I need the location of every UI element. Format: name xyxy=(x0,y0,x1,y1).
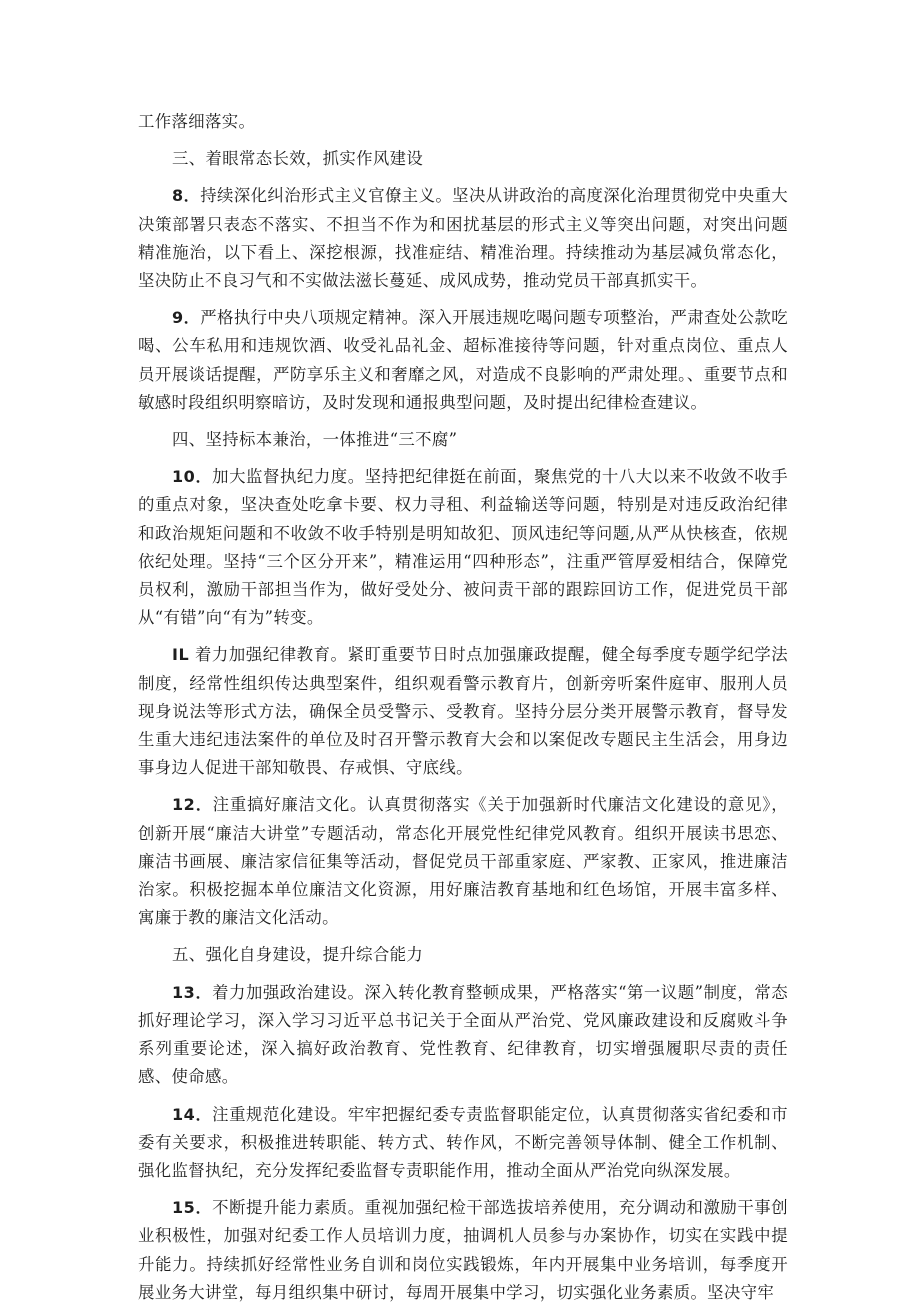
item-9-text: 严格执行中央八项规定精神。深入开展违规吃喝问题专项整治，严肃查处公款吃喝、公车私用和违规饮酒、收受礼品礼金、超标准接待等问题，针对重点岗位、重点人员开展谈话提醒，严防享乐主义和奢靡之风，对造成不良影响的严肃处理。、重要节点和敏感时段组织明察暗访，及时发现和通报典型问题，及时提出纪律检查建议。 xyxy=(138,308,788,412)
item-14-paragraph xyxy=(138,1101,788,1186)
item-9-paragraph xyxy=(138,304,788,417)
item-9-number: 9． xyxy=(172,308,201,328)
item-12-text: 注重搞好廉洁文化。认真贯彻落实《关于加强新时代廉洁文化建设的意见》，创新开展“廉洁大讲堂”专题活动，常态化开展党性纪律党风教育。组织开展读书思恋、廉洁书画展、廉洁家信征集等活动，督促党员干部重家庭、严家教、正家风，推进廉洁治家。积极挖掘本单位廉洁文化资源，用好廉洁教育基地和红色场馆，开展丰富多样、寓廉于教的廉洁文化活动。 xyxy=(138,795,788,928)
item-14-text: 注重规范化建设。牢牢把握纪委专责监督职能定位，认真贯彻落实省纪委和市委有关要求，积极推进转职能、转方式、转作风，不断完善领导体制、健全工作机制、强化监督执纪，充分发挥纪委监督专责职能作用，推动全面从严治党向纵深发展。 xyxy=(138,1104,788,1180)
item-8-paragraph xyxy=(138,182,788,295)
item-10-number: 10． xyxy=(172,467,213,487)
item-8-text: 持续深化纠治形式主义官僚主义。坚决从讲政治的高度深化治理贯彻党中央重大决策部署只表态不落实、不担当不作为和困扰基层的形式主义等突出问题，对突出问题精准施治，以下看上、深挖根源，找准症结、精准治理。持续推动为基层减负常态化，坚决防止不良习气和不实做法滋长蔓延、成风成势，推动党员干部真抓实干。 xyxy=(138,186,788,291)
section-4-title: 四、坚持标本兼治，一体推进“三不腐” xyxy=(172,430,458,450)
section-3-heading xyxy=(138,145,788,173)
item-12-paragraph xyxy=(138,791,788,932)
item-8-number: 8． xyxy=(172,186,201,206)
item-13-number: 13． xyxy=(172,982,213,1002)
document-page xyxy=(138,108,788,1316)
item-11-text: 着力加强纪律教育。紧盯重要节日时点加强廉政提醒，健全每季度专题学纪学法制度，经常性组织传达典型案件，组织观看警示教育片，创新旁听案件庭审、服刑人员现身说法等形式方法，确保全员受警示、受教育。坚持分层分类开展警示教育，督导发生重大违纪违法案件的单位及时召开警示教育大会和以案促改专题民主生活会，用身边事身边人促进干部知敬畏、存戒惧、守底线。 xyxy=(138,645,789,778)
item-13-text: 着力加强政治建设。深入转化教育整顿成果，严格落实“第一议题”制度，常态抓好理论学习，深入学习习近平总书记关于全面从严治党、党风廉政建设和反腐败斗争系列重要论述，深入搞好政治教育、党性教育、纪律教育，切实增强履职尽责的责任感、使命感。 xyxy=(138,982,788,1087)
item-11-number: IL xyxy=(172,645,190,665)
intro-tail-text: 工作落细落实。 xyxy=(138,112,256,131)
section-5-title: 五、强化自身建设，提升综合能力 xyxy=(172,945,424,965)
item-13-paragraph xyxy=(138,979,788,1092)
item-12-number: 12． xyxy=(172,795,213,815)
item-10-text: 加大监督执纪力度。坚持把纪律挺在前面，聚焦党的十八大以来不收敛不收手的重点对象，坚决查处吃拿卡要、权力寻租、利益输送等问题，特别是对违反政治纪律和政治规矩问题和不收敛不收手特别是明知故犯、顶风违纪等问题,从严从快核查，依规依纪处理。坚持“三个区分开来”，精准运用“四种形态”，注重严管厚爱相结合，保障党员权利，激励干部担当作为，做好受处分、被问责干部的跟踪回访工作，促进党员干部从“有错”向“有为”转变。 xyxy=(138,467,788,628)
section-3-title: 三、着眼常态长效，抓实作风建设 xyxy=(172,149,424,169)
item-10-paragraph xyxy=(138,463,788,632)
item-14-number: 14． xyxy=(172,1104,213,1124)
item-15-text: 不断提升能力素质。重视加强纪检干部选拔培养使用，充分调动和激励干事创业积极性，加强对纪委工作人员培训力度，抽调机人员参与办案协作，切实在实践中提升能力。持续抓好经常性业务自训和岗位实践锻炼，年内开展集中业务培训，每季度开展业务大讲堂，每月组织集中研讨，每周开展集中学习，切实强化业务素质。坚决守牢 xyxy=(138,1198,788,1302)
item-15-paragraph xyxy=(138,1194,788,1307)
item-11-paragraph xyxy=(138,641,788,782)
intro-tail-paragraph xyxy=(138,108,788,136)
item-15-number: 15． xyxy=(172,1198,213,1218)
section-5-heading xyxy=(138,941,788,969)
section-4-heading xyxy=(138,426,788,454)
